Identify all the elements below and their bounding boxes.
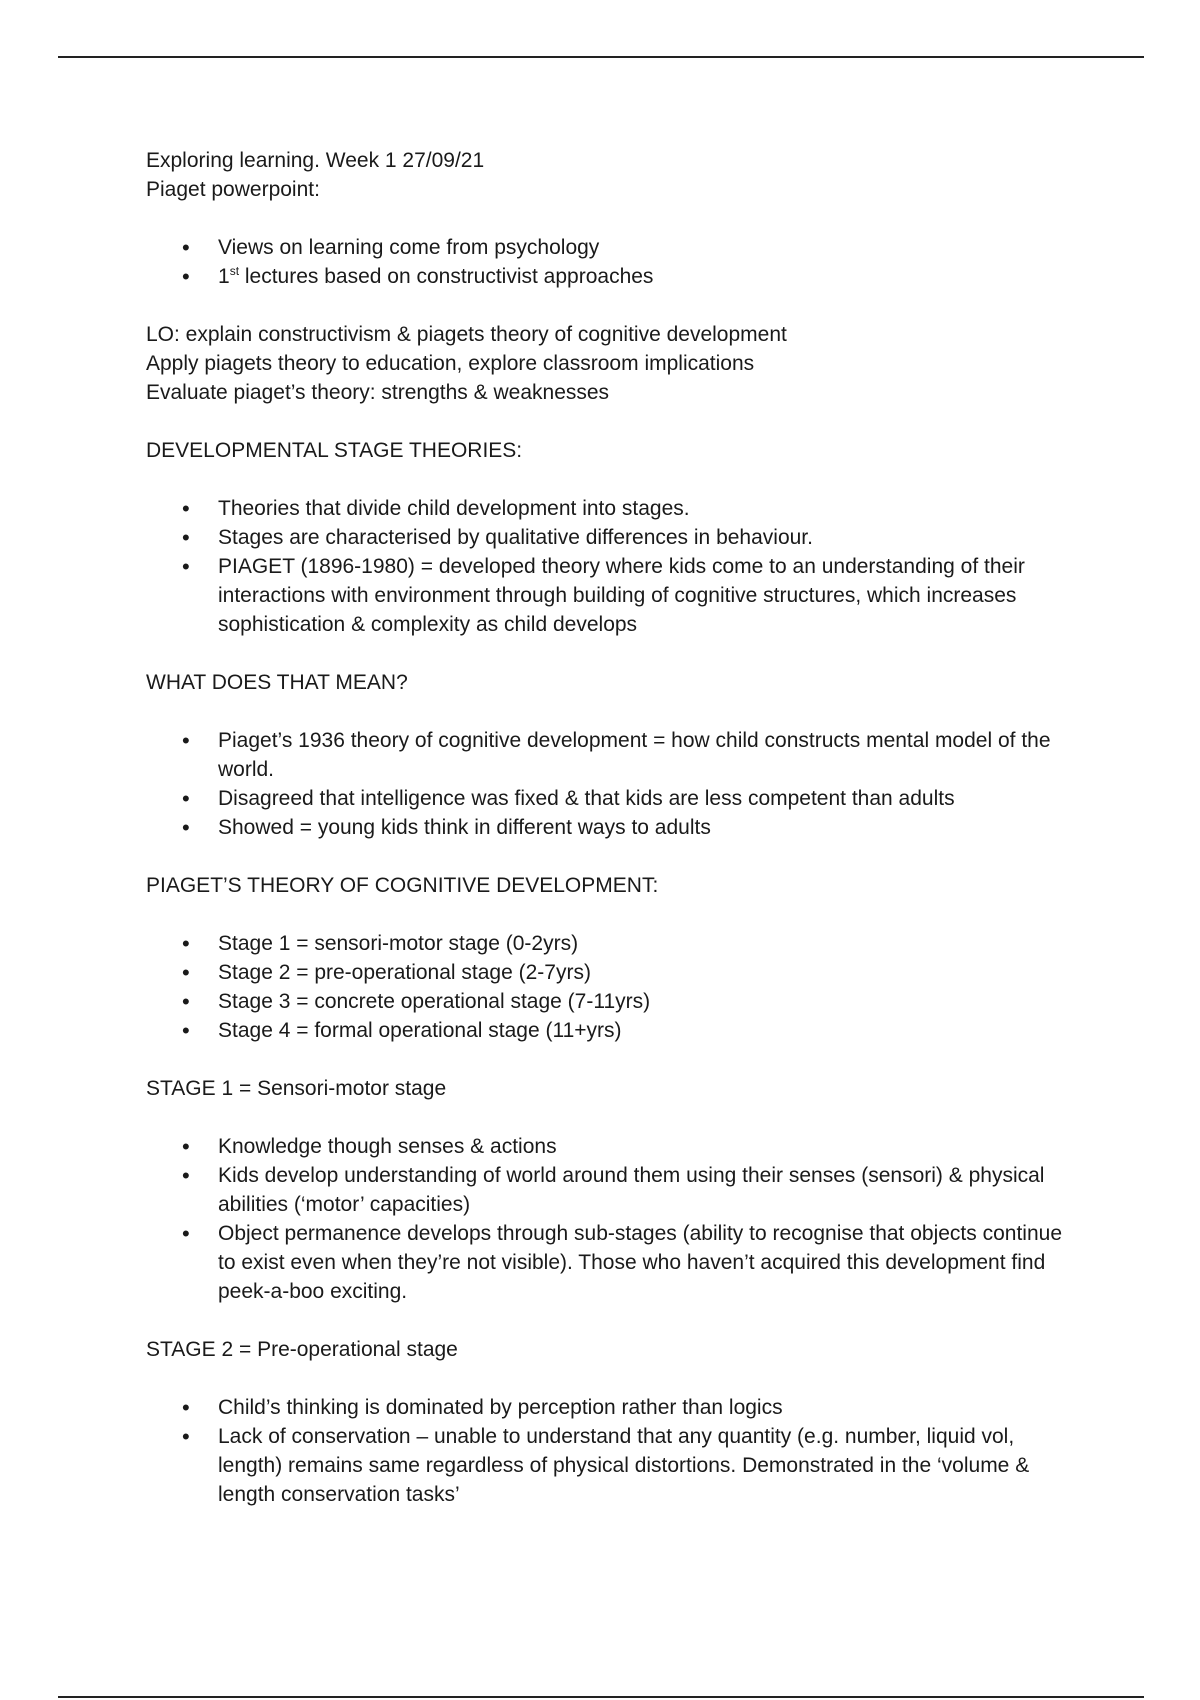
- list-item: • Stage 2 = pre-operational stage (2-7yrs): [146, 958, 1066, 987]
- intro-list: [146, 233, 1066, 291]
- list-item: • Knowledge though senses & actions: [146, 1132, 1066, 1161]
- list-item: • Object permanence develops through sub-stages (ability to recognise that objects continue to exist even when they’re not visible). Those who haven’t acquired this development find peek-a-boo exciting.: [146, 1219, 1066, 1306]
- ordinal-number: 1: [218, 265, 230, 288]
- section-list: [146, 494, 1066, 639]
- list-item: • PIAGET (1896-1980) = developed theory where kids come to an understanding of their interactions with environment through building of cognitive structures, which increases sophistication & complexity as child develops: [146, 552, 1066, 639]
- list-item: • Kids develop understanding of world around them using their senses (sensori) & physical abilities (‘motor’ capacities): [146, 1161, 1066, 1219]
- section-list: [146, 1393, 1066, 1509]
- section-list: [146, 1132, 1066, 1306]
- section-heading: WHAT DOES THAT MEAN?: [146, 671, 408, 694]
- section-heading: STAGE 2 = Pre-operational stage: [146, 1338, 458, 1361]
- document-title: Exploring learning. Week 1 27/09/21: [146, 149, 485, 172]
- list-item: [146, 262, 1066, 291]
- list-item: • Disagreed that intelligence was fixed & that kids are less competent than adults: [146, 784, 1066, 813]
- list-item: • Showed = young kids think in different ways to adults: [146, 813, 1066, 842]
- list-item: • Views on learning come from psychology: [146, 233, 1066, 262]
- objective-line: Evaluate piaget’s theory: strengths & weaknesses: [146, 381, 610, 404]
- document-page: [146, 146, 1066, 1509]
- section-heading: PIAGET’S THEORY OF COGNITIVE DEVELOPMENT:: [146, 874, 659, 897]
- section-list: [146, 726, 1066, 842]
- ordinal-suffix: st: [229, 264, 240, 278]
- objective-line: Apply piagets theory to education, explore classroom implications: [146, 352, 755, 375]
- list-item: • Stage 4 = formal operational stage (11+yrs): [146, 1016, 1066, 1045]
- footer-rule: [58, 1696, 1144, 1698]
- header-rule: [58, 56, 1144, 58]
- list-item: • Stage 1 = sensori-motor stage (0-2yrs): [146, 929, 1066, 958]
- objective-line: LO: explain constructivism & piagets theory of cognitive development: [146, 323, 787, 346]
- list-item: • Theories that divide child development into stages.: [146, 494, 1066, 523]
- list-item: • Piaget’s 1936 theory of cognitive development = how child constructs mental model of the world.: [146, 726, 1066, 784]
- list-item: • Child’s thinking is dominated by perception rather than logics: [146, 1393, 1066, 1422]
- section-list: [146, 929, 1066, 1045]
- document-subtitle: Piaget powerpoint:: [146, 178, 320, 201]
- section-heading: STAGE 1 = Sensori-motor stage: [146, 1077, 447, 1100]
- list-item: • Stage 3 = concrete operational stage (7-11yrs): [146, 987, 1066, 1016]
- list-item-text: lectures based on constructivist approaches: [239, 265, 654, 288]
- section-heading: DEVELOPMENTAL STAGE THEORIES:: [146, 439, 523, 462]
- list-item: • Lack of conservation – unable to understand that any quantity (e.g. number, liquid vol, length) remains same regardless of physical distortions. Demonstrated in the ‘volume & length conservation tasks’: [146, 1422, 1066, 1509]
- list-item: • Stages are characterised by qualitative differences in behaviour.: [146, 523, 1066, 552]
